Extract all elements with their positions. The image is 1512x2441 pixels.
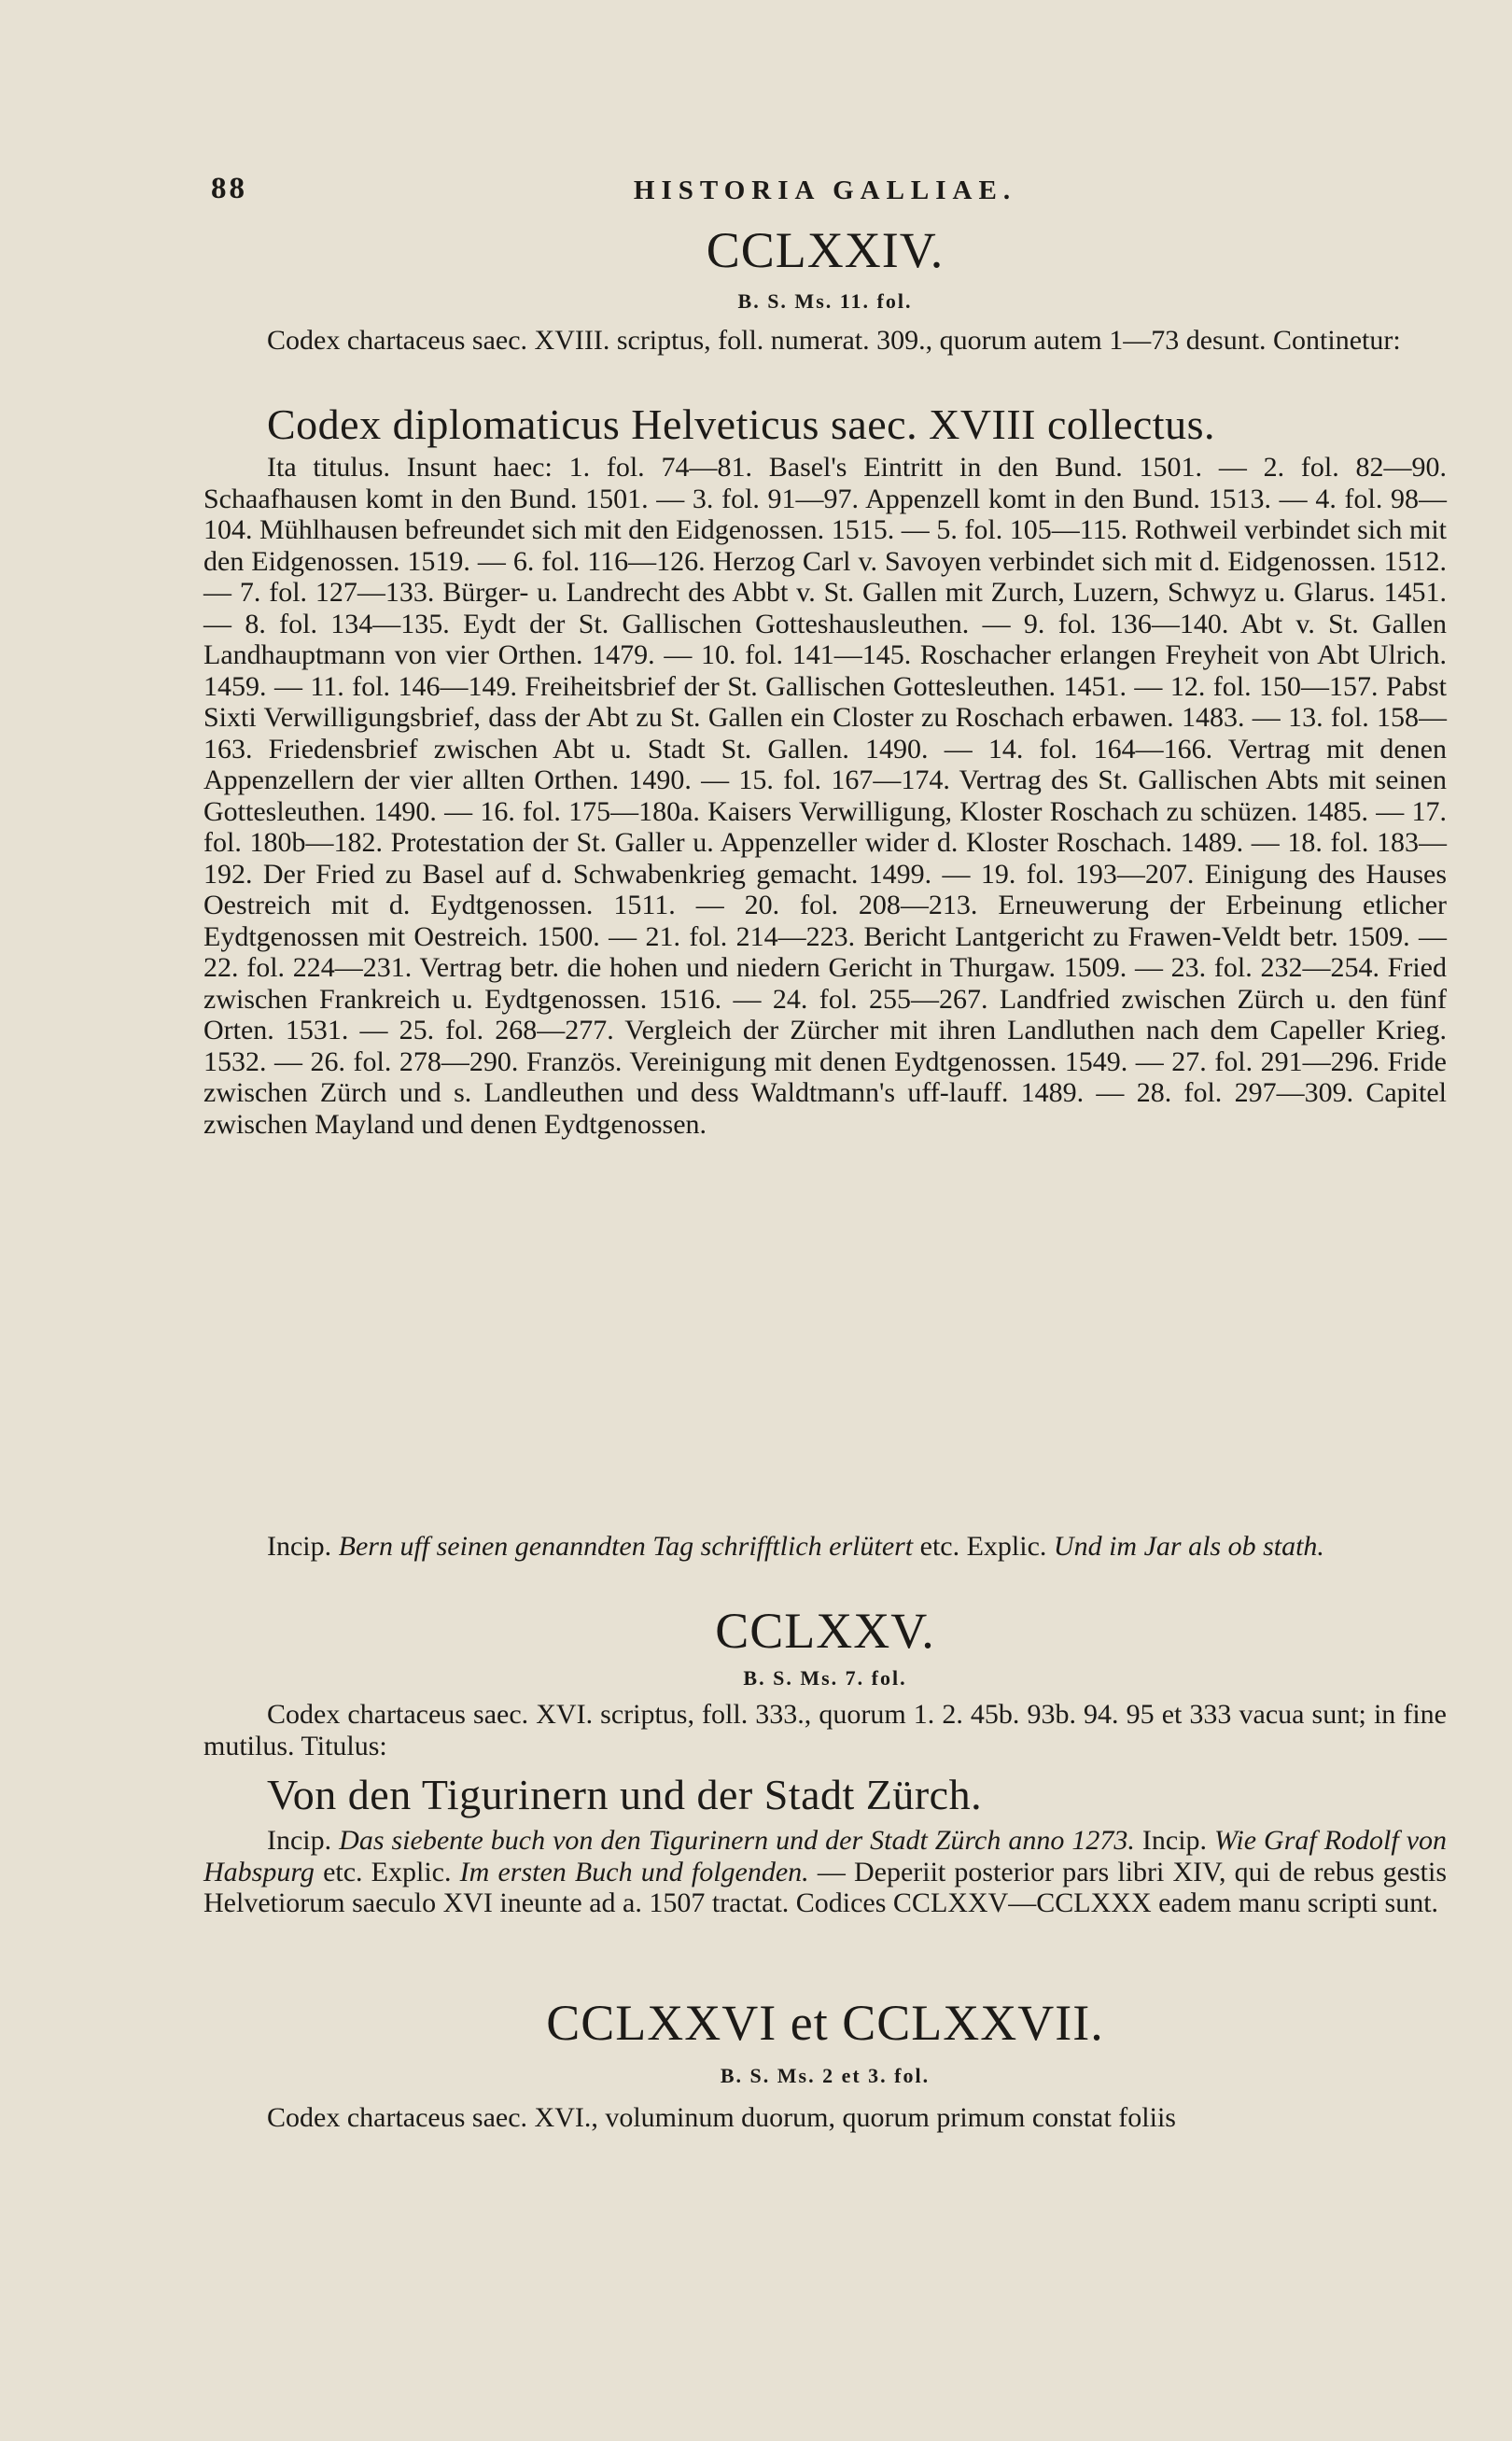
section-heading: CCLXXVI et CCLXXVII.: [546, 1995, 1104, 2051]
incipit-label: Incip.: [267, 1531, 332, 1562]
explicit-label: Explic.: [966, 1531, 1047, 1562]
contents-paragraph: Ita titulus. Insunt haec: 1. fol. 74—81. Basel's Eintritt in den Bund. 1501. — 2. fol. 82—90. Schaafhausen komt in den Bund. 1501. — 3. fol. 91—97. Appenzell komt in den Bund. 1513. — 4. fol. 98—104. Mühlhausen befreundet sich mit den Eidgenossen. 1515. — 5. fol. 105—115. Rothweil verbindet sich mit den Eidgenossen. 1519. — 6. fol. 116—126. Herzog Carl v. Savoyen verbindet sich mit d. Eidgenossen. 1512. — 7. fol. 127—133. Bürger- u. Landrecht des Abbt v. St. Gallen mit Zurch, Luzern, Schwyz u. Glarus. 1451. — 8. fol. 134—135. Eydt der St. Gallischen Gotteshausleuthen. — 9. fol. 136—140. Abt v. St. Gallen Landhauptmann von vier Orthen. 1479. — 10. fol. 141—145. Roschacher erlangen Freyheit von Abt Ulrich. 1459. — 11. fol. 146—149. Freiheitsbrief der St. Gallischen Gottesleuthen. 1451. — 12. fol. 150—157. Pabst Sixti Verwilligungsbrief, dass der Abt zu St. Gallen ein Closter zu Roschach erbawen. 1483. — 13. fol. 158—163. Friedensbrief zwischen Abt u. Stadt St. Gallen. 1490. — 14. fol. 164—166. Vertrag mit denen Appenzellern der vier allten Orthen. 1490. — 15. fol. 167—174. Vertrag des St. Gallischen Abts mit seinen Gotteslеuthen. 1490. — 16. fol. 175—180a. Kaisers Verwilligung, Kloster Roschach zu schüzen. 1485. — 17. fol. 180b—182. Protestation der St. Galler u. Appenzeller wider d. Kloster Roschach. 1489. — 18. fol. 183—192. Der Fried zu Basel auf d. Schwabenkrieg gemacht. 1499. — 19. fol. 193—207. Einigung des Hauses Oestreich mit d. Eydtgenossen. 1511. — 20. fol. 208—213. Erneuwerung der Erbeinung etlicher Eydtgenossen mit Oestreich. 1500. — 21. fol. 214—223. Bericht Lantgericht zu Frawen-Veldt betr. 1509. — 22. fol. 224—231. Vertrag betr. die hohen und niedern Gericht in Thurgaw. 1509. — 23. fol. 232—254. Fried zwischen Frankreich u. Eydtgenossen. 1516. — 24. fol. 255—267. Landfried zwischen Zürch u. den fünf Orten. 1531. — 25. fol. 268—277. Vergleich der Zürcher mit ihren Landluthen nach dem Capeller Krieg. 1532. — 26. fol. 278—290. Französ. Vereinigung mit denen Eydtgenossen. 1549. — 27. fol. 291—296. Fride zwischen Zürch und s. Landleuthen und dess Waldtmann's uff-lauff. 1489. — 28. fol. 297—309. Capitel zwischen Mayland und denen Eydtgenossen.: [203, 452, 1447, 1140]
page-number: 88: [211, 172, 247, 205]
incipit2-etc: etc. Explic.: [323, 1856, 452, 1887]
shelfmark: B. S. Ms. 2 et 3. fol.: [720, 2064, 931, 2087]
shelfmark: B. S. Ms. 7. fol.: [743, 1666, 907, 1690]
codex-description: Codex chartaceus saec. XVI., voluminum duorum, quorum primum constat foliis: [267, 2102, 1176, 2133]
codex-note: — Deperiit posterior pars libri XIV, qui de rebus gestis Helvetiorum saeculo XVI ineunte ad a. 1507 tractat. Codices CCLXXV—CCLXXX eadem manu scripti sunt.: [203, 1856, 1448, 1918]
codex-description: Codex chartaceus saec. XVI. scriptus, foll. 333., quorum 1. 2. 45b. 93b. 94. 95 et 333 vacua sunt; in fine mutilus. Titulus:: [203, 1699, 1447, 1761]
incipit-label: Incip.: [267, 1825, 332, 1856]
incipit-explicit: [203, 1531, 1447, 1563]
codex-title: Von den Tigurinern und der Stadt Zürch.: [267, 1771, 983, 1818]
explicit-text: Und im Jar als ob stath.: [1053, 1531, 1324, 1562]
running-head: [203, 172, 1447, 218]
explicit-text: Im ersten Buch und folgenden.: [459, 1856, 809, 1887]
incipit-etc: etc.: [919, 1531, 960, 1562]
incipit-text: Bern uff seinen genanndten Tag schrifftlich erlütert: [338, 1531, 914, 1562]
incipit2-label: Incip.: [1141, 1825, 1208, 1856]
running-title: HISTORIA GALLIAE.: [633, 175, 1017, 205]
incipit-text: Das siebente buch von den Tigurinern und der Stadt Zürch anno 1273.: [339, 1825, 1135, 1856]
shelfmark: B. S. Ms. 11. fol.: [737, 289, 913, 313]
incipit-explicit: [203, 1825, 1447, 1919]
codex-title: Codex diplomaticus Helveticus saec. XVIII collectus.: [267, 400, 1215, 448]
section-heading: CCLXXV.: [715, 1603, 935, 1659]
codex-description: Codex chartaceus saec. XVIII. scriptus, foll. numerat. 309., quorum autem 1—73 desunt. Continetur:: [267, 325, 1401, 356]
incipit2-text: Wie Graf Rodolf von Habspurg: [203, 1825, 1448, 1887]
section-heading: CCLXXIV.: [706, 222, 945, 278]
